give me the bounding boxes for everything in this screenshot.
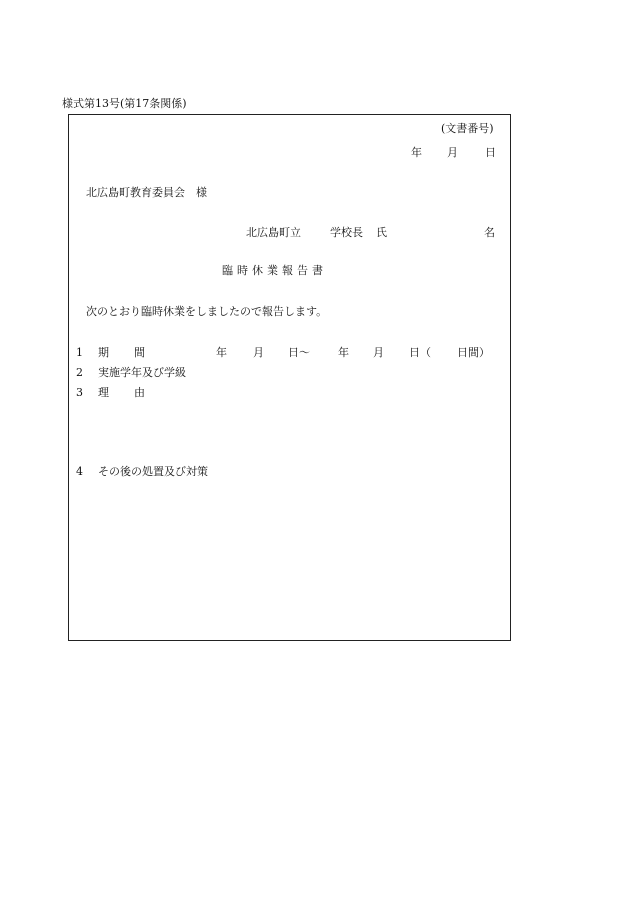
- item-1-label-2: 間: [134, 346, 145, 359]
- item-3-label-1: 理: [98, 386, 109, 399]
- sender-school: 北広島町立: [246, 226, 301, 239]
- period-day-from: 日～: [288, 346, 310, 359]
- item-2-label: 実施学年及び学級: [98, 366, 186, 379]
- period-day-to: 日（: [409, 346, 431, 359]
- addressee: 北広島町教育委員会 様: [86, 186, 207, 199]
- document-number: (文書番号): [441, 122, 494, 135]
- date-day: 日: [485, 146, 496, 159]
- document-title: 臨時休業報告書: [222, 264, 327, 277]
- sender-name-label-2: 名: [484, 226, 495, 239]
- date-year: 年: [411, 146, 422, 159]
- item-1-number: 1: [76, 346, 83, 359]
- period-month-1: 月: [253, 346, 264, 359]
- intro-text: 次のとおり臨時休業をしましたので報告します。: [86, 305, 328, 318]
- period-year-2: 年: [338, 346, 349, 359]
- item-4-number: 4: [76, 465, 83, 478]
- item-3-label-2: 由: [134, 386, 145, 399]
- sender-principal: 学校長: [330, 226, 363, 239]
- period-year-1: 年: [216, 346, 227, 359]
- form-number-label: 様式第13号(第17条関係): [62, 97, 187, 110]
- item-2-number: 2: [76, 366, 83, 379]
- item-1-label-1: 期: [98, 346, 109, 359]
- item-3-number: 3: [76, 386, 83, 399]
- date-month: 月: [447, 146, 458, 159]
- period-month-2: 月: [373, 346, 384, 359]
- item-4-label: その後の処置及び対策: [98, 465, 208, 478]
- period-days: 日間）: [457, 346, 490, 359]
- sender-name-label-1: 氏: [376, 226, 387, 239]
